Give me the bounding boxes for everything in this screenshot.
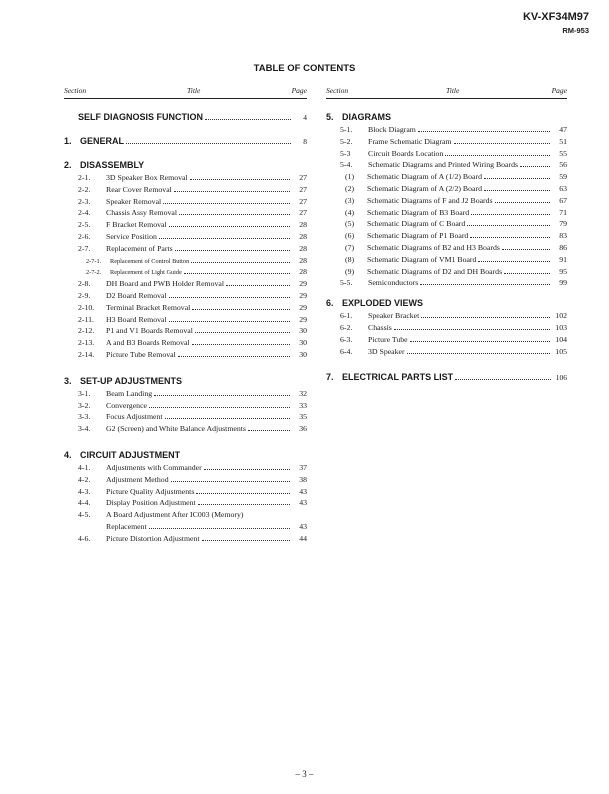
dot-leader — [484, 190, 550, 191]
toc-entry[interactable] — [326, 137, 567, 149]
dot-leader — [410, 341, 550, 342]
entry-code: 4-5. — [78, 510, 91, 520]
entry-page: 27 — [299, 184, 307, 194]
entry-page: 95 — [559, 266, 567, 276]
entry-code: 3-1. — [78, 388, 91, 398]
dot-leader — [169, 321, 290, 322]
toc-right-column — [326, 112, 567, 385]
entry-code: (9) — [345, 266, 355, 276]
entry-title-continued: Replacement — [106, 521, 147, 531]
dot-leader — [418, 131, 550, 132]
entry-page: 103 — [555, 322, 567, 332]
entry-title: Adjustments with Commander — [106, 462, 202, 472]
toc-entry[interactable] — [64, 220, 307, 232]
dot-leader — [454, 143, 550, 144]
heading-title: DIAGRAMS — [342, 112, 391, 122]
entry-code: 2-5. — [78, 220, 91, 230]
heading-number: 3. — [64, 375, 72, 386]
entry-code: 2-4. — [78, 208, 91, 218]
dot-leader — [184, 273, 290, 274]
dot-leader — [502, 249, 550, 250]
toc-entry[interactable] — [64, 232, 307, 244]
entry-title: Block Diagram — [368, 125, 416, 134]
entry-code: (5) — [345, 219, 355, 229]
toc-entry[interactable] — [64, 350, 307, 362]
entry-code: 3-2. — [78, 400, 91, 410]
toc-entry[interactable] — [64, 510, 307, 522]
heading-title: SELF DIAGNOSIS FUNCTION — [78, 112, 204, 122]
dot-leader — [470, 237, 550, 238]
entry-page: 35 — [299, 412, 307, 422]
entry-title: H3 Board Removal — [106, 314, 167, 324]
entry-page: 29 — [299, 302, 307, 312]
dot-leader — [175, 250, 290, 251]
entry-page: 79 — [559, 219, 567, 229]
entry-title: Chassis Assy Removal — [106, 208, 178, 218]
entry-page: 43 — [299, 498, 307, 508]
entry-page: 28 — [299, 267, 307, 277]
entry-page: 30 — [299, 349, 307, 359]
dot-leader — [196, 493, 290, 494]
entry-page: 28 — [299, 243, 307, 253]
entry-code: 3-3. — [78, 412, 91, 422]
toc-entry[interactable] — [64, 534, 307, 546]
entry-title: A and B3 Boards Removal — [106, 338, 190, 348]
dot-leader — [471, 214, 550, 215]
heading-title: CIRCUIT ADJUSTMENT — [80, 449, 181, 460]
dot-leader — [205, 119, 291, 120]
dot-leader — [248, 430, 290, 431]
toc-entry[interactable] — [64, 424, 307, 436]
toc-entry[interactable] — [64, 197, 307, 209]
right-column-header — [326, 86, 567, 99]
entry-page: 30 — [299, 338, 307, 348]
entry-title: Circuit Boards Location — [368, 148, 444, 158]
toc-entry[interactable] — [326, 335, 567, 347]
entry-page: 28 — [299, 255, 307, 265]
entry-page: 30 — [299, 326, 307, 336]
toc-entry[interactable] — [326, 149, 567, 161]
entry-page: 27 — [299, 196, 307, 206]
entry-title: Beam Landing — [106, 388, 153, 398]
entry-page: 29 — [299, 279, 307, 289]
entry-title: Schematic Diagram of A (1/2) Board — [367, 172, 482, 182]
dot-leader — [202, 540, 290, 541]
entry-page: 63 — [559, 183, 567, 193]
entry-title: Semiconductors — [368, 278, 419, 288]
entry-title: Picture Quality Adjustments — [106, 486, 195, 496]
toc-left-column — [64, 112, 307, 546]
toc-entry[interactable] — [64, 303, 307, 315]
left-column-header — [64, 86, 307, 99]
heading-title: EXPLODED VIEWS — [342, 298, 424, 309]
entry-title: Schematic Diagrams of F and J2 Boards — [367, 195, 493, 205]
entry-page: 55 — [559, 148, 567, 158]
entry-page: 56 — [559, 160, 567, 170]
entry-code: 5-4. — [340, 160, 353, 170]
entry-page: 44 — [299, 533, 307, 543]
entry-title: Schematic Diagrams and Printed Wiring Boards — [368, 160, 519, 170]
toc-entry[interactable] — [64, 338, 307, 350]
entry-title: Picture Distortion Adjustment — [106, 533, 200, 543]
entry-code: 4-2. — [78, 474, 91, 484]
model-number: KV-XF34M97 — [522, 11, 589, 23]
toc-heading-circuit[interactable] — [64, 450, 307, 463]
toc-heading-setup[interactable] — [64, 376, 307, 389]
dot-leader — [169, 226, 290, 227]
entry-code: 6-1. — [340, 311, 353, 321]
entry-title: Schematic Diagram of A (2/2) Board — [367, 183, 482, 193]
dot-leader — [520, 166, 550, 167]
entry-title: Service Position — [106, 231, 157, 241]
toc-entry[interactable] — [326, 347, 567, 359]
remote-model: RM-953 — [562, 26, 589, 35]
entry-code: 2-9. — [78, 290, 91, 300]
entry-page: 105 — [555, 346, 567, 356]
entry-title: Schematic Diagram of VM1 Board — [367, 254, 477, 264]
dot-leader — [191, 262, 290, 263]
toc-entry[interactable] — [64, 291, 307, 303]
dot-leader — [192, 344, 290, 345]
toc-entry[interactable] — [64, 256, 307, 268]
toc-entry[interactable] — [64, 401, 307, 413]
entry-code: 5-1. — [340, 125, 353, 134]
dot-leader — [192, 309, 290, 310]
toc-heading-disassembly[interactable] — [64, 160, 307, 173]
entry-code: 5-3 — [340, 148, 351, 158]
toc-entry[interactable] — [326, 278, 567, 290]
exploded-list — [326, 311, 567, 358]
dot-leader — [495, 202, 550, 203]
page-title: TABLE OF CONTENTS — [253, 63, 356, 74]
entry-title: Focus Adjustment — [106, 412, 163, 422]
entry-title: G2 (Screen) and White Balance Adjustments — [106, 424, 246, 434]
dot-leader — [174, 191, 290, 192]
toc-entry-continued[interactable] — [64, 522, 307, 534]
page-label: Page — [551, 86, 567, 95]
toc-heading-self-diagnosis[interactable] — [64, 112, 307, 125]
heading-number: 5. — [326, 112, 334, 122]
toc-entry[interactable] — [64, 487, 307, 499]
entry-page: 91 — [559, 254, 567, 264]
dot-leader — [171, 481, 290, 482]
entry-code: 2-7. — [78, 243, 91, 253]
entry-page: 59 — [559, 172, 567, 182]
toc-entry[interactable] — [326, 231, 567, 243]
entry-code: 2-1. — [78, 173, 91, 182]
diagrams-list — [326, 125, 567, 290]
heading-page: 4 — [303, 113, 307, 122]
dot-leader — [226, 285, 290, 286]
entry-code: 2-7-1. — [86, 257, 102, 265]
entry-title: F Bracket Removal — [106, 220, 167, 230]
heading-page: 106 — [555, 373, 567, 383]
dot-leader — [190, 179, 290, 180]
entry-code: 4-3. — [78, 486, 91, 496]
entry-title: Speaker Bracket — [368, 311, 420, 321]
entry-page: 86 — [559, 242, 567, 252]
entry-title: Adjustment Method — [106, 474, 169, 484]
toc-entry[interactable] — [326, 311, 567, 323]
dot-leader — [195, 332, 290, 333]
toc-entry[interactable] — [64, 315, 307, 327]
toc-entry[interactable] — [326, 267, 567, 279]
heading-title: ELECTRICAL PARTS LIST — [342, 372, 454, 383]
entry-page: 32 — [299, 388, 307, 398]
entry-code: 2-12. — [78, 326, 95, 336]
toc-entry[interactable] — [326, 172, 567, 184]
toc-entry[interactable] — [64, 389, 307, 401]
dot-leader — [420, 284, 550, 285]
dot-leader — [126, 143, 291, 144]
toc-entry[interactable] — [326, 323, 567, 335]
setup-list — [64, 389, 307, 436]
page-number: – 3 – — [295, 769, 314, 779]
heading-page: 8 — [303, 137, 307, 146]
toc-heading-general[interactable] — [64, 136, 307, 149]
toc-entry[interactable] — [64, 244, 307, 256]
entry-code: 2-3. — [78, 196, 91, 206]
toc-entry[interactable] — [326, 196, 567, 208]
entry-page: 27 — [299, 173, 307, 182]
entry-page: 102 — [555, 311, 567, 321]
entry-title: Picture Tube — [368, 334, 408, 344]
heading-title: DISASSEMBLY — [80, 160, 145, 170]
toc-entry[interactable] — [64, 475, 307, 487]
entry-title: Replacement of Parts — [106, 243, 173, 253]
entry-title: Rear Cover Removal — [106, 184, 172, 194]
heading-number: 7. — [326, 372, 334, 383]
entry-code: 4-1. — [78, 462, 91, 472]
dot-leader — [163, 203, 290, 204]
entry-title: Picture Tube Removal — [106, 349, 176, 359]
entry-code: (2) — [345, 183, 355, 193]
entry-title: 3D Speaker — [368, 346, 405, 356]
toc-entry[interactable] — [64, 267, 307, 279]
dot-leader — [478, 261, 550, 262]
dot-leader — [179, 214, 290, 215]
entry-title: P1 and V1 Boards Removal — [106, 326, 193, 336]
dot-leader — [178, 356, 290, 357]
entry-title: 3D Speaker Box Removal — [106, 173, 188, 182]
dot-leader — [149, 407, 290, 408]
title-label: Title — [446, 86, 460, 95]
circuit-list — [64, 463, 307, 546]
entry-code: (7) — [345, 242, 355, 252]
entry-page: 29 — [299, 290, 307, 300]
page-label: Page — [291, 86, 307, 95]
dot-leader — [198, 504, 290, 505]
heading-number: 4. — [64, 449, 72, 460]
toc-entry[interactable] — [326, 184, 567, 196]
heading-title: SET-UP ADJUSTMENTS — [80, 375, 183, 386]
heading-title: GENERAL — [80, 136, 125, 146]
toc-entry[interactable] — [64, 208, 307, 220]
dot-leader — [421, 317, 550, 318]
toc-heading-electrical[interactable] — [326, 372, 567, 385]
entry-title: Schematic Diagram of C Board — [367, 219, 466, 229]
entry-title: Convergence — [106, 400, 147, 410]
entry-title: Schematic Diagrams of D2 and DH Boards — [367, 266, 503, 276]
entry-code: 2-13. — [78, 338, 95, 348]
entry-code: 5-5. — [340, 278, 353, 288]
entry-title: A Board Adjustment After IC003 (Memory) — [106, 510, 244, 520]
toc-heading-exploded[interactable] — [326, 298, 567, 311]
dot-leader — [445, 155, 550, 156]
dot-leader — [484, 178, 550, 179]
entry-code: (8) — [345, 254, 355, 264]
entry-code: 2-14. — [78, 349, 95, 359]
entry-title: Display Position Adjustment — [106, 498, 196, 508]
toc-entry[interactable] — [64, 498, 307, 510]
entry-page: 67 — [559, 195, 567, 205]
entry-code: 4-6. — [78, 533, 91, 543]
dot-leader — [204, 469, 290, 470]
entry-code: (6) — [345, 231, 355, 241]
toc-entry[interactable] — [326, 243, 567, 255]
entry-page: 36 — [299, 424, 307, 434]
entry-code: 6-4. — [340, 346, 353, 356]
toc-entry[interactable] — [64, 326, 307, 338]
entry-page: 99 — [559, 278, 567, 288]
entry-title: D2 Board Removal — [106, 290, 167, 300]
dot-leader — [407, 353, 550, 354]
entry-code: (4) — [345, 207, 355, 217]
entry-code: 4-4. — [78, 498, 91, 508]
heading-number: 6. — [326, 298, 334, 309]
entry-code: (1) — [345, 172, 355, 182]
entry-page: 28 — [299, 220, 307, 230]
toc-entry[interactable] — [326, 219, 567, 231]
dot-leader — [149, 528, 290, 529]
entry-page: 104 — [555, 334, 567, 344]
entry-page: 83 — [559, 231, 567, 241]
dot-leader — [159, 238, 290, 239]
entry-code: 3-4. — [78, 424, 91, 434]
section-label: Section — [326, 86, 349, 95]
entry-title: Speaker Removal — [106, 196, 162, 206]
toc-entry[interactable] — [326, 208, 567, 220]
entry-page: 33 — [299, 400, 307, 410]
heading-number: 1. — [64, 136, 72, 146]
disassembly-list — [64, 173, 307, 362]
entry-page: 37 — [299, 462, 307, 472]
entry-title: Replacement of Light Guide — [110, 269, 182, 277]
toc-entry[interactable] — [64, 279, 307, 291]
entry-title: Schematic Diagram of B3 Board — [367, 207, 470, 217]
dot-leader — [467, 225, 550, 226]
dot-leader — [169, 297, 290, 298]
entry-title: Frame Schematic Diagram — [368, 136, 452, 146]
toc-entry[interactable] — [64, 463, 307, 475]
entry-title: Schematic Diagrams of B2 and H3 Boards — [367, 242, 500, 252]
heading-number: 2. — [64, 160, 72, 170]
dot-leader — [504, 273, 550, 274]
entry-code: 2-10. — [78, 302, 95, 312]
title-label: Title — [187, 86, 201, 95]
entry-page: 71 — [559, 207, 567, 217]
section-label: Section — [64, 86, 87, 95]
dot-leader — [455, 379, 551, 380]
entry-code: 2-2. — [78, 184, 91, 194]
entry-page: 51 — [559, 136, 567, 146]
entry-page: 43 — [299, 486, 307, 496]
entry-code: 2-7-2. — [86, 269, 102, 277]
dot-leader — [154, 395, 290, 396]
entry-title: DH Board and PWB Holder Removal — [106, 279, 225, 289]
toc-entry[interactable] — [326, 160, 567, 172]
entry-code: 2-8. — [78, 279, 91, 289]
toc-entry[interactable] — [326, 125, 567, 137]
toc-entry[interactable] — [326, 255, 567, 267]
entry-page: 29 — [299, 314, 307, 324]
toc-entry[interactable] — [64, 412, 307, 424]
toc-entry[interactable] — [64, 173, 307, 185]
entry-code: 6-3. — [340, 334, 353, 344]
entry-code: (3) — [345, 195, 355, 205]
entry-code: 6-2. — [340, 322, 353, 332]
entry-title: Terminal Bracket Removal — [106, 302, 191, 312]
entry-title: Schematic Diagram of P1 Board — [367, 231, 469, 241]
dot-leader — [394, 329, 550, 330]
entry-page: 43 — [299, 521, 307, 531]
entry-code: 5-2. — [340, 136, 353, 146]
entry-page: 28 — [299, 231, 307, 241]
entry-page: 38 — [299, 474, 307, 484]
dot-leader — [165, 418, 290, 419]
entry-page: 47 — [559, 125, 567, 134]
entry-title: Replacement of Control Button — [110, 257, 190, 265]
toc-entry[interactable] — [64, 185, 307, 197]
entry-page: 27 — [299, 208, 307, 218]
entry-code: 2-11. — [78, 314, 94, 324]
entry-title: Chassis — [368, 322, 392, 332]
toc-heading-diagrams[interactable] — [326, 112, 567, 125]
entry-code: 2-6. — [78, 231, 91, 241]
